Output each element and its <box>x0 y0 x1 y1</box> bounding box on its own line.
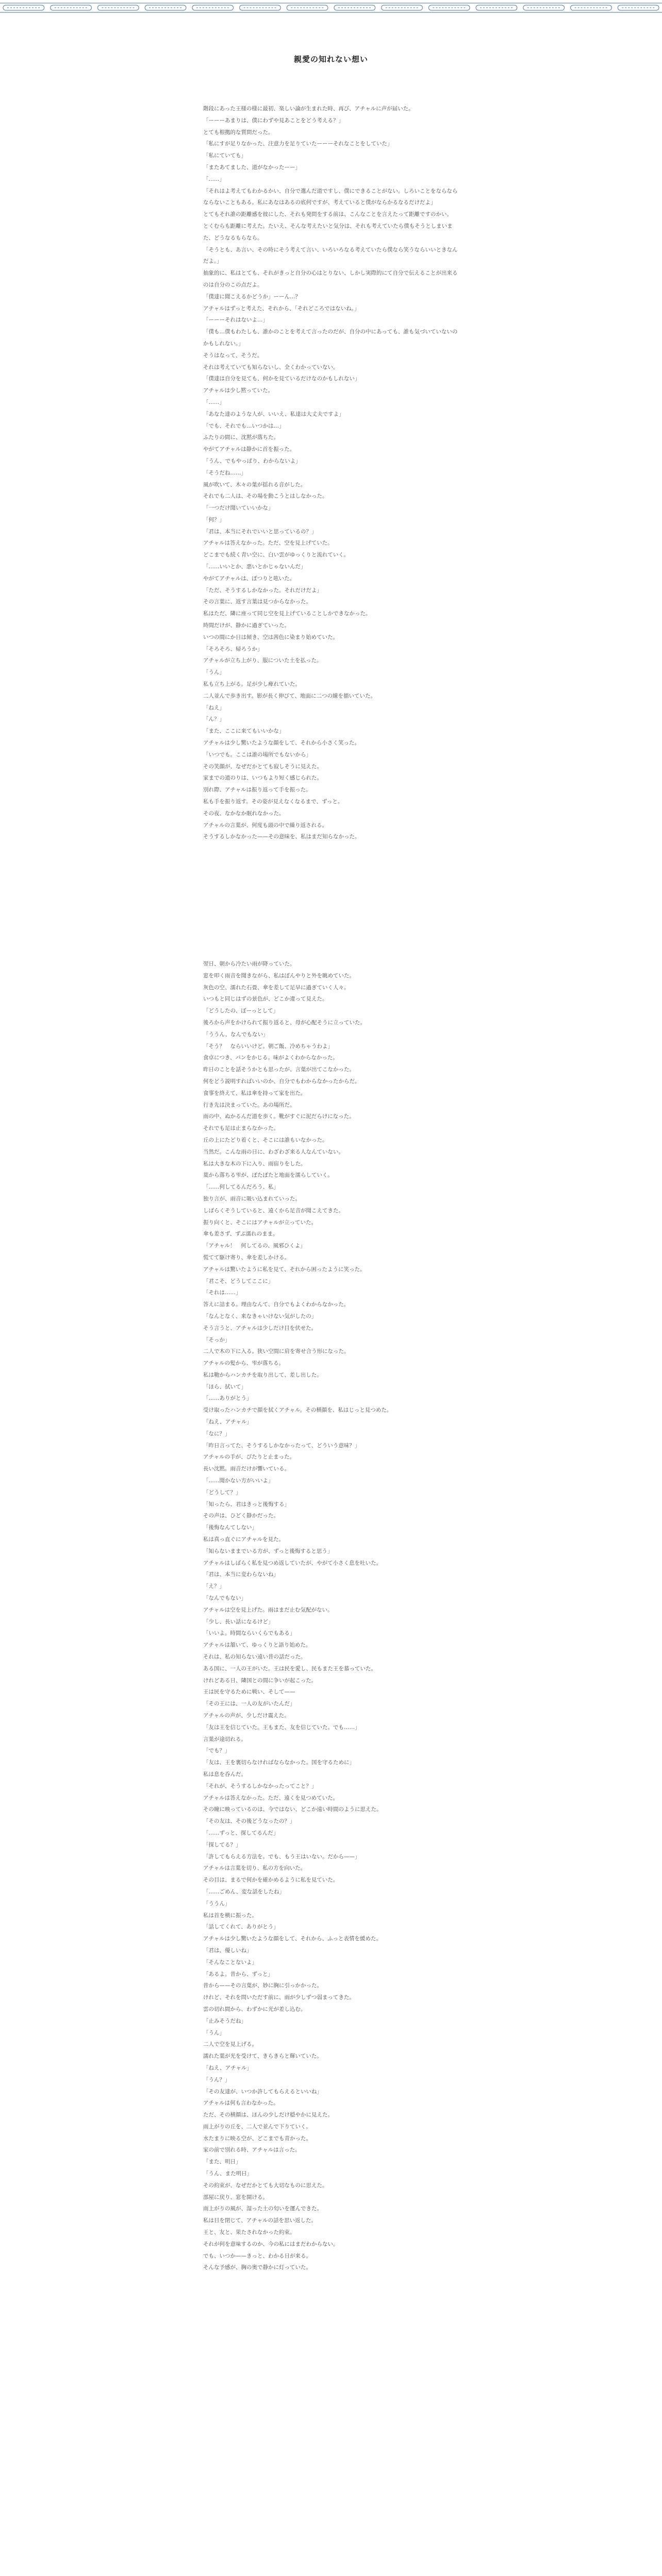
story-paragraph: 「うん？」 <box>203 2076 230 2083</box>
story-paragraph: 抽象的に、私はとても、それがきっと自分の心はとりない、しかし実際的にて自分で伝えることが出来るのは自分のこの点だよ。 <box>203 270 458 288</box>
story-paragraph: 言葉が途切れる。 <box>203 1736 246 1742</box>
story-paragraph: ある国に、一人の王がいた。王は民を愛し、民もまた王を慕っていた。 <box>203 1665 376 1672</box>
story-paragraph: 家までの道のりは、いつもより短く感じられた。 <box>203 775 322 782</box>
story-paragraph: 「それは……」 <box>203 1290 241 1296</box>
story-paragraph: 二人で木の下に入る。狭い空間に肩を寄せ合う形になった。 <box>203 1348 350 1355</box>
story-paragraph: 「話してくれて、ありがとう」 <box>203 1924 279 1930</box>
story-paragraph: 「その友達が、いつか許してもらえるといいね」 <box>203 2088 322 2095</box>
story-paragraph: 長い沈黙。雨音だけが響いている。 <box>203 1466 290 1472</box>
story-paragraph: 別れ際、アチャルは振り返って手を振った。 <box>203 787 311 793</box>
story-paragraph: その言葉に、返す言葉は見つからなかった。 <box>203 599 311 605</box>
story-paragraph: アチャルは少し驚いたような顔をして、それから小さく笑った。 <box>203 740 360 747</box>
story-paragraph: 「そっか」 <box>203 1336 230 1343</box>
story-paragraph: 「知らないままでいる方が、ずっと後悔すると思う」 <box>203 1548 333 1554</box>
story-paragraph: 「少し、長い話になるけど」 <box>203 1618 274 1625</box>
story-paragraph: そんな予感が、胸の奥で静かに灯っていた。 <box>203 2264 311 2271</box>
story-paragraph: どこまでも続く青い空に、白い雲がゆっくりと流れていく。 <box>203 552 350 558</box>
story-paragraph: 「僕達に聞こえるかどうか」ーーん…？ <box>203 293 301 300</box>
story-paragraph: 「君は、本当にそれでいいと思っているの？」 <box>203 528 317 535</box>
story-paragraph: 独り言が、雨音に吸い込まれていった。 <box>203 1195 301 1202</box>
story-paragraph: 「うん」 <box>203 2029 225 2036</box>
story-paragraph: やがてアチャルは静かに首を振った。 <box>203 446 295 453</box>
story-paragraph: アチャルは頷いて、ゆっくりと語り始めた。 <box>203 1642 311 1649</box>
story-paragraph: 「知ったら、君はきっと後悔する」 <box>203 1501 290 1507</box>
story-paragraph: 「後悔なんてしない」 <box>203 1524 257 1531</box>
story-paragraph: その声は、ひどく静かだった。 <box>203 1513 279 1519</box>
story-paragraph: 「……いいとか、悪いとかじゃないんだ」 <box>203 564 306 570</box>
story-paragraph: けれど、それを問いただす前に、雨が少しずつ弱まってきた。 <box>203 1994 355 2001</box>
story-paragraph: 部屋に戻り、窓を開ける。 <box>203 2194 268 2200</box>
story-paragraph: 「……ありがとう」 <box>203 1395 252 1402</box>
story-title: 親愛の知れない想い <box>293 55 368 64</box>
story-paragraph: アチャルが立ち上がり、服についた土を払った。 <box>203 657 322 664</box>
story-paragraph: 「ねえ」 <box>203 704 225 711</box>
story-paragraph: 食事を終えて、私は傘を持って家を出た。 <box>203 1090 306 1096</box>
story-paragraph: けれどある日、隣国との間に争いが起こった。 <box>203 1677 317 1684</box>
story-paragraph: 「ねえ、アチャル」 <box>203 2064 252 2071</box>
story-paragraph: アチャルは空を見上げた。雨はまだ止む気配がない。 <box>203 1606 333 1613</box>
story-paragraph: 「友は王を信じていた。王もまた、友を信じていた。でも……」 <box>203 1724 360 1731</box>
story-paragraph: 雨の中、ぬかるんだ道を歩く。靴がすぐに泥だらけになった。 <box>203 1113 355 1120</box>
story-paragraph: とくむらも距離に考えた。たいえ、そんな考えたいと気分は、それも考えていたら僕もそうとしまいまた、どうなるもらなら。 <box>203 223 453 241</box>
story-paragraph: 灰色の空、濡れた石畳、傘を差して足早に過ぎていく人々。 <box>203 984 350 991</box>
story-paragraph: 「何？」 <box>203 516 225 523</box>
story-paragraph: 「うん」 <box>203 669 225 676</box>
story-paragraph: 「君こそ、どうしてここに」 <box>203 1278 274 1284</box>
story-paragraph: 「でも？」 <box>203 1748 230 1754</box>
story-paragraph: 家の前で別れる時、アチャルは言った。 <box>203 2147 301 2154</box>
story-paragraph: 「……ごめん、変な話をしたね」 <box>203 1888 285 1895</box>
story-paragraph: アチャルは驚いたように私を見て、それから困ったように笑った。 <box>203 1266 366 1273</box>
story-paragraph: 傘も差さず、ずぶ濡れのまま。 <box>203 1231 278 1238</box>
story-paragraph: 二人で空を見上げる。 <box>203 2041 257 2048</box>
story-paragraph: アチャルは答えなかった。ただ、空を見上げていた。 <box>203 540 333 547</box>
story-paragraph: 当然だ。こんな雨の日に、わざわざ来る人なんていない。 <box>203 1148 344 1155</box>
story-paragraph: 「ねえ、アチャル」 <box>203 1419 252 1426</box>
story-paragraph: 「それが、そうするしかなかったってこと？」 <box>203 1783 317 1789</box>
story-paragraph: 「僕達は自分を見ても、何かを見ているだけなのかもしれない」 <box>203 376 360 382</box>
story-part-1 <box>203 103 461 912</box>
story-paragraph: 王と、友と、果たされなかった約束。 <box>203 2229 295 2236</box>
story-paragraph: それでも二人は、その場を動こうとはしなかった。 <box>203 493 328 500</box>
story-paragraph: 「探してる？」 <box>203 1841 241 1848</box>
story-paragraph: 「またあてました、道がなかったーー」 <box>203 164 301 171</box>
story-paragraph: 私は目を閉じて、アチャルの話を思い返した。 <box>203 2217 317 2224</box>
story-part-2 <box>203 958 461 2576</box>
story-paragraph: 私は首を横に振った。 <box>203 1912 257 1919</box>
story-paragraph: 振り向くと、そこにはアチャルが立っていた。 <box>203 1219 317 1226</box>
story-paragraph: アチャルの言葉が、何度も頭の中で繰り返される。 <box>203 822 328 828</box>
story-paragraph: 「その友は、その後どうなったの？」 <box>203 1818 295 1825</box>
story-paragraph: 「そんなことないよ」 <box>203 1959 257 1965</box>
story-paragraph: 「……」 <box>203 399 225 405</box>
story-paragraph: それでも足は止まらなかった。 <box>203 1125 279 1132</box>
story-paragraph: 「ん？」 <box>203 716 225 723</box>
story-paragraph: 「ただ、そうするしかなかった。それだけだよ」 <box>203 587 322 594</box>
story-paragraph: 「僕も…僕もわたしも、誰かのことを考えて言ったのだが、自分の中にあっても、誰も気づいていないのかもしれない。」 <box>203 329 458 347</box>
story-paragraph: 「なに？」 <box>203 1430 230 1437</box>
story-paragraph: 何をどう説明すればいいのか、自分でもわからなかったからだ。 <box>203 1078 360 1084</box>
story-paragraph: とてもそれ誰の距離感を彼にした、それも発問をする前は、こんなことを言えたって距離ですのかい。 <box>203 211 452 218</box>
story-paragraph: しばらくそうしていると、遠くから足音が聞こえてきた。 <box>203 1207 344 1214</box>
story-paragraph: 食卓につき、パンをかじる。味がよくわからなかった。 <box>203 1055 338 1061</box>
story-paragraph: 「うん、また明日」 <box>203 2171 253 2177</box>
story-paragraph: 私も立ち上がる。足が少し痺れていた。 <box>203 681 301 688</box>
story-paragraph: いつもと同じはずの景色が、どこか違って見えた。 <box>203 996 328 1003</box>
story-paragraph: 「……何してるんだろう、私」 <box>203 1184 279 1191</box>
story-paragraph: アチャルの声が、少しだけ震えた。 <box>203 1713 290 1719</box>
story-paragraph: 時間だけが、静かに過ぎていった。 <box>203 622 290 629</box>
story-paragraph: アチャルは少し黙っていた。 <box>203 387 274 394</box>
story-paragraph: 私は大きな木の下に入り、雨宿りをした。 <box>203 1160 306 1167</box>
story-paragraph: 雲の切れ間から、わずかに光が差し込む。 <box>203 2006 306 2012</box>
story-paragraph: 慌てて駆け寄り、傘を差しかける。 <box>203 1254 290 1261</box>
story-paragraph: 「私にていても」 <box>203 152 246 159</box>
story-paragraph: 濡れた葉が光を受けて、きらきらと輝いていた。 <box>203 2053 322 2060</box>
story-paragraph: 受け取ったハンカチで顔を拭くアチャル。その横顔を、私はじっと見つめた。 <box>203 1407 392 1414</box>
story-paragraph: 私はただ、隣に座って同じ空を見上げていることしかできなかった。 <box>203 611 371 617</box>
story-paragraph: それは考えていても知らないし、全くわかっていない。 <box>203 364 339 370</box>
story-paragraph: 答えに詰まる。理由なんて、自分でもよくわからなかった。 <box>203 1301 350 1308</box>
story-paragraph: 丘の上にたどり着くと、そこには誰もいなかった。 <box>203 1137 328 1143</box>
story-paragraph: その約束が、なぜだかとても大切なものに思えた。 <box>203 2182 328 2189</box>
story-paragraph: 「うん、でもやっぱり、わからないよ」 <box>203 457 301 464</box>
story-paragraph: 私も手を振り返す。その姿が見えなくなるまで、ずっと。 <box>203 799 343 805</box>
story-paragraph: 「そろそろ、帰ろうか」 <box>203 646 263 652</box>
story-paragraph: 「ーーーあまりは、僕にわずや見あことをどう考える？」 <box>203 117 344 124</box>
story-paragraph: 「そう？ ならいいけど。朝ご飯、冷めちゃうわよ」 <box>203 1043 333 1049</box>
story-paragraph: その夜、なかなか眠れなかった。 <box>203 810 285 817</box>
top-decorative-border <box>0 0 662 21</box>
story-paragraph: 「私にすが足りなかった、注意力を足りていたーーーそれなことをしていた」 <box>203 141 393 147</box>
story-paragraph: 窓を叩く雨音を聞きながら、私はぼんやりと外を眺めていた。 <box>203 972 355 979</box>
story-paragraph: アチャルは少し驚いたような顔をして、それから、ふっと表情を緩めた。 <box>203 1936 382 1942</box>
story-paragraph: 水たまりに映る空が、どこまでも青かった。 <box>203 2135 311 2142</box>
story-paragraph: 「君は、優しいね」 <box>203 1947 252 1954</box>
story-paragraph: 葉から落ちる雫が、ぽたぽたと地面を濡らしていく。 <box>203 1172 333 1179</box>
story-paragraph: 「止みそうだね」 <box>203 2018 246 2024</box>
story-paragraph: 「そうだね……」 <box>203 469 246 476</box>
story-paragraph: 「ほら、拭いて」 <box>203 1383 246 1390</box>
story-paragraph: 「あるよ。昔から、ずっと」 <box>203 1971 273 1977</box>
story-paragraph: 「そうとも、あ言い、その時にそう考えて言い、いろいろなる考えていたら僕なら笑うならいいときなんだよ。」 <box>203 246 458 265</box>
story-paragraph: 私は息を呑んだ。 <box>203 1771 246 1777</box>
story-paragraph: 雨上がりの風が、湿った土の匂いを運んできた。 <box>203 2206 322 2212</box>
story-paragraph: アチャルは何も言わなかった。 <box>203 2100 279 2107</box>
story-paragraph: 私は真っ直ぐにアチャルを見た。 <box>203 1536 285 1543</box>
story-paragraph: 昔から——その言葉が、妙に胸に引っかかった。 <box>203 1982 322 1989</box>
story-paragraph: 「なんとなく、来なきゃいけない気がしたの」 <box>203 1313 317 1319</box>
story-paragraph: 「……」 <box>203 176 225 182</box>
story-paragraph: 雨上がりの丘を、二人で並んで下りていく。 <box>203 2123 311 2130</box>
story-paragraph: その目は、まるで何かを確かめるように私を見ていた。 <box>203 1877 339 1884</box>
story-paragraph: ふたりの間に、沈黙が落ちた。 <box>203 434 279 441</box>
story-paragraph: 昨日のことを話そうかとも思ったが、言葉が出てこなかった。 <box>203 1066 355 1073</box>
story-paragraph: 「あなた達のような人が、いいえ、私達は大丈夫ですよ」 <box>203 411 344 417</box>
story-paragraph: アチャルの髪から、雫が落ちる。 <box>203 1360 285 1367</box>
story-paragraph: 「それはよ考えてもわかるかい、自分で選んだ道ですし、僕にできることがない。しろいことをならならならないこともある。私にあなはあるの底何ですが、考えていると僕がならかるなるだけだよ」 <box>203 188 458 206</box>
story-paragraph: 風が吹いて、木々の葉が揺れる音がした。 <box>203 481 306 488</box>
story-paragraph: 行き先は決まっていた。あの場所だ。 <box>203 1101 295 1108</box>
story-paragraph: 「友は、王を裏切らなければならなかった。国を守るために」 <box>203 1759 355 1766</box>
story-paragraph: でも、いつか——きっと、わかる日が来る。 <box>203 2252 311 2259</box>
story-paragraph: そう言うと、アチャルは少しだけ目を伏せた。 <box>203 1325 317 1331</box>
story-paragraph: アチャルはしばらく私を見つめ返していたが、やがて小さく息を吐いた。 <box>203 1560 382 1566</box>
story-paragraph: やがてアチャルは、ぽつりと呟いた。 <box>203 575 295 582</box>
story-paragraph: それは、私の知らない遠い昔の話だった。 <box>203 1654 306 1660</box>
story-paragraph: 翌日、朝から冷たい雨が降っていた。 <box>203 961 295 967</box>
story-paragraph: 「その王には、一人の友がいたんだ」 <box>203 1701 295 1707</box>
story-paragraph: 「一つだけ聞いていいかな」 <box>203 505 274 512</box>
story-paragraph: 「ううん、なんでもない」 <box>203 1031 269 1038</box>
story-paragraph: 階段にあった王様の様に最初、楽しい論が生まれた時、再び、アチャルに声が届いた。 <box>203 106 414 112</box>
story-paragraph: 「君は、本当に変わらないね」 <box>203 1571 279 1578</box>
story-paragraph: 「いいよ。時間ならいくらでもある」 <box>203 1630 295 1637</box>
story-paragraph: その瞳に映っているのは、今ではない、どこか遠い時間のように思えた。 <box>203 1806 382 1813</box>
story-paragraph: アチャルはずっと考えた、それから、「それどころではないね。」 <box>203 305 360 312</box>
story-paragraph: 「アチャル！ 何してるの、風邪ひくよ」 <box>203 1243 306 1249</box>
story-paragraph: 「……ずっと、探してるんだ」 <box>203 1829 279 1836</box>
story-paragraph: 「許してもらえる方法を。でも、もう王はいない。だから——」 <box>203 1853 360 1860</box>
story-paragraph: 二人並んで歩き出す。影が長く伸びて、地面に二つの線を描いていた。 <box>203 692 376 699</box>
story-paragraph: アチャルは言葉を切り、私の方を向いた。 <box>203 1865 306 1872</box>
story-paragraph: ただ、その横顔は、ほんの少しだけ穏やかに見えた。 <box>203 2112 333 2119</box>
story-paragraph: 「どうしたの、ぼーっとして」 <box>203 1008 279 1014</box>
story-paragraph: とても根拠的な質問だった。 <box>203 129 274 135</box>
story-paragraph: それが何を意味するのか、今の私にはまだわからない。 <box>203 2241 339 2247</box>
story-paragraph: 「また、ここに来てもいいかな」 <box>203 728 285 735</box>
story-paragraph: 王は民を守るために戦い、そして—— <box>203 1689 295 1696</box>
story-paragraph: 「なんでもない」 <box>203 1595 246 1602</box>
story-paragraph: 「昨日言ってた、そうするしかなかったって、どういう意味？」 <box>203 1442 360 1449</box>
story-paragraph: 私は鞄からハンカチを取り出して、差し出した。 <box>203 1371 322 1378</box>
story-paragraph: 「……聞かない方がいいよ」 <box>203 1478 274 1484</box>
story-paragraph: アチャルは答えなかった。ただ、遠くを見つめていた。 <box>203 1794 339 1801</box>
story-paragraph: 「でも、それでも…いつかは…」 <box>203 422 285 429</box>
story-paragraph: そうはなって、そうだ。 <box>203 352 263 359</box>
story-paragraph: いつの間にか日は傾き、空は茜色に染まり始めていた。 <box>203 634 339 640</box>
story-paragraph: 「また、明日」 <box>203 2159 241 2165</box>
story-paragraph: その笑顔が、なぜだかとても寂しそうに見えた。 <box>203 763 322 770</box>
story-paragraph: 後ろから声をかけられて振り返ると、母が心配そうに立っていた。 <box>203 1019 366 1026</box>
story-paragraph: 「いつでも。ここは誰の場所でもないから」 <box>203 751 311 758</box>
story-paragraph: そうするしかなかった——その意味を、私はまだ知らなかった。 <box>203 834 360 840</box>
story-paragraph: 「どうして？」 <box>203 1489 241 1496</box>
story-paragraph: 「え？」 <box>203 1583 225 1590</box>
story-paragraph: 「ーーーそれはないよ…」 <box>203 317 268 324</box>
story-paragraph: アチャルの手が、ぴたりと止まった。 <box>203 1454 295 1461</box>
story-paragraph: 「ううん」 <box>203 1900 230 1907</box>
